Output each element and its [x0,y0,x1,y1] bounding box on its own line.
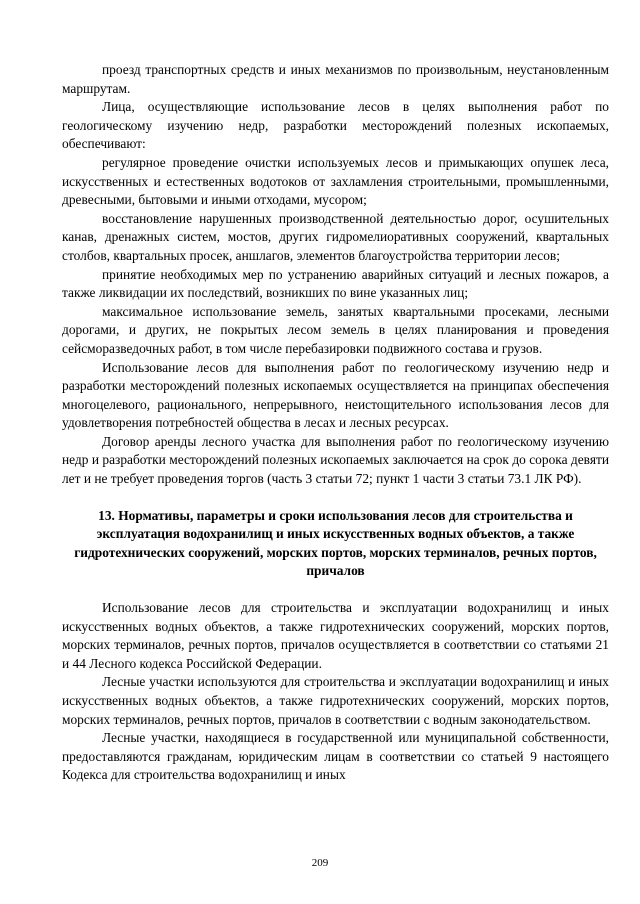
paragraph-persons-ensure: Лица, осуществляющие использование лесов в целях выполнения работ по геологическому изучению недр, разработки месторождений полезных ископаемых, обеспечивают: [62,99,609,152]
paragraph-restoration: восстановление нарушенных производственной деятельностью дорог, осушительных канав, дренажных систем, мостов, других гидромелиоративных сооружений, квартальных столбов, квартальных просек, аншлагов, элементов благоустройства территории лесов; [62,210,609,263]
page-number: 209 [311,857,329,869]
paragraph-use-principles: Использование лесов для выполнения работ по геологическому изучению недр и разработки месторождений полезных ископаемых осуществляется на принципах обеспечения многоцелевого, рационального, непрерывного, неистощительного использования лесов для удовлетворения потребностей общества в лесах и лесных ресурсах. [62,359,609,431]
paragraph-lease-agreement: Договор аренды лесного участка для выполнения работ по геологическому изучению недр и разработки месторождений полезных ископаемых заключается на срок до сорока девяти лет и не требует проведения торгов (часть 3 статьи 72; пункт 1 части 3 статьи 73.1 ЛК РФ). [62,433,609,487]
paragraph-regular-cleaning: регулярное проведение очистки используемых лесов и примыкающих опушек леса, искусственных и естественных водотоков от захламления строительными, промышленными, древесными, бытовыми и иными отходами, мусором; [62,154,609,208]
paragraph-max-land-use: максимальное использование земель, занятых квартальными просеками, лесными дорогами, и других, не покрытых лесом земель в целях планирования и проведения сейсморазведочных работ, в том числе перебазировки подвижного состава и грузов. [62,303,609,356]
section-heading: 13. Нормативы, параметры и сроки использования лесов для строительства и эксплуатация водохранилищ и иных искусственных водных объектов, а также гидротехнических сооружений, морских портов, морских терминалов, речных портов, причалов [74,507,597,579]
spacer [62,489,609,507]
paragraph-plots-provided: Лесные участки, находящиеся в государственной или муниципальной собственности, предоставляются гражданам, юридическим лицам в соответствии со статьей 9 настоящего Кодекса для строительства водохранилищ и иных [62,730,609,783]
spacer [62,581,609,599]
paragraph-emergency-measures: принятие необходимых мер по устранению аварийных ситуаций и лесных пожаров, а также ликвидации их последствий, возникших по вине указанных лиц; [62,266,609,301]
page-content [62,61,609,785]
paragraph-vehicle-passage: проезд транспортных средств и иных механизмов по произвольным, неустановленным маршрутам. [62,62,609,96]
paragraph-reservoir-use: Использование лесов для строительства и эксплуатации водохранилищ и иных искусственных водных объектов, а также гидротехнических сооружений, морских портов, морских терминалов, речных портов, причалов осуществляется в соответствии со статьями 21 и 44 Лесного кодекса Российской Федерации. [62,600,609,671]
paragraph-plots-used: Лесные участки используются для строительства и эксплуатации водохранилищ и иных искусственных водных объектов, а также гидротехнических сооружений, морских портов, морских терминалов, речных портов, причалов в соответствии с водным законодательством. [62,674,609,727]
